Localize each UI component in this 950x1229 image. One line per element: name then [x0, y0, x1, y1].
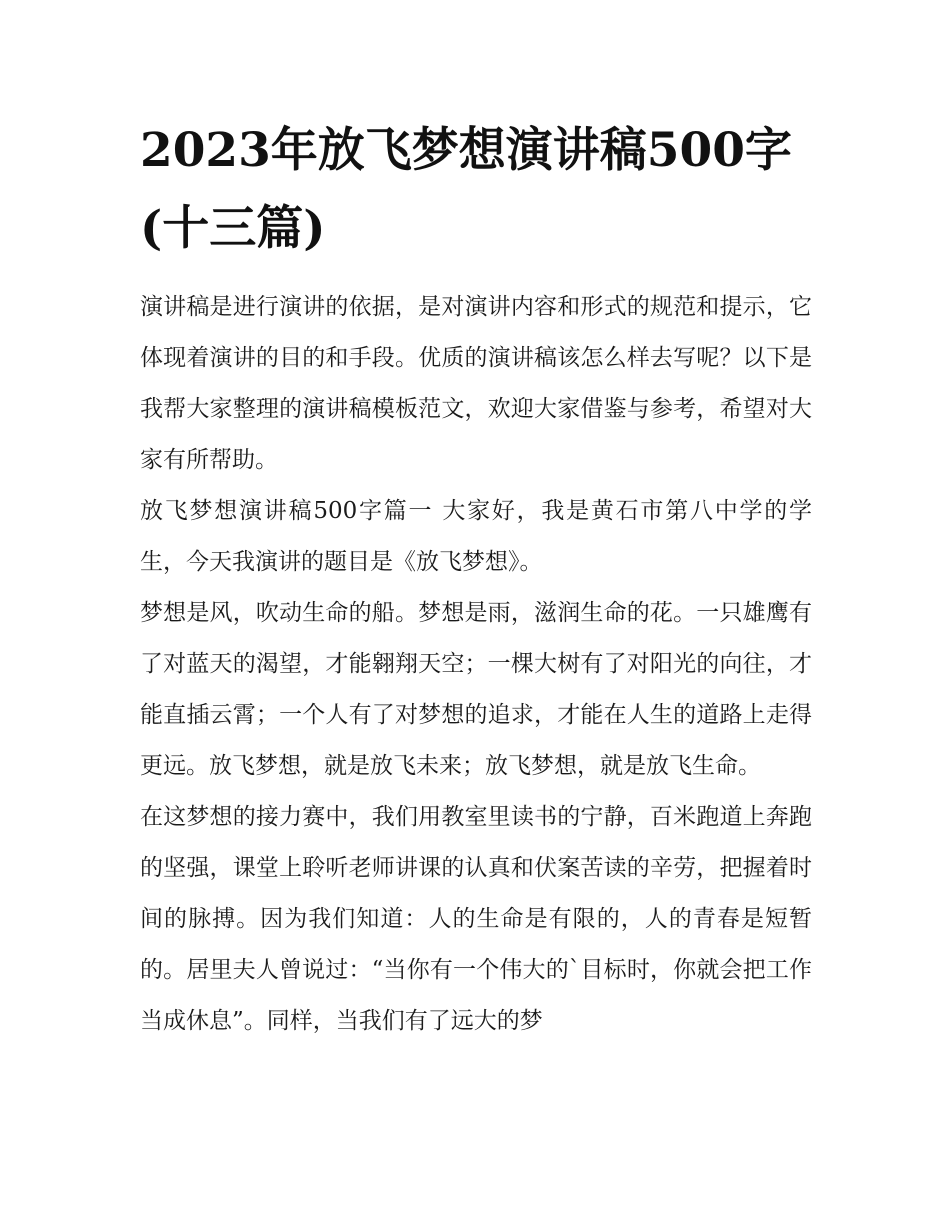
- speech-paragraph-2: 梦想是风，吹动生命的船。梦想是雨，滋润生命的花。一只雄鹰有了对蓝天的渴望，才能翱翔天空；一棵大树有了对阳光的向往，才能直插云霄；一个人有了对梦想的追求，才能在人生的道路上走得更远。放飞梦想，就是放飞未来；放飞梦想，就是放飞生命。: [140, 600, 812, 779]
- document-title: 2023年放飞梦想演讲稿500字(十三篇): [140, 123, 792, 256]
- intro-paragraph: 演讲稿是进行演讲的依据，是对演讲内容和形式的规范和提示，它体现着演讲的目的和手段。优质的演讲稿该怎么样去写呢？以下是我帮大家整理的演讲稿模板范文，欢迎大家借鉴与参考，希望对大家有所帮助。: [140, 294, 812, 473]
- document-content: [140, 112, 812, 1047]
- speech-paragraph-3: 在这梦想的接力赛中，我们用教室里读书的宁静，百米跑道上奔跑的坚强，课堂上聆听老师讲课的认真和伏案苦读的辛劳，把握着时间的脉搏。因为我们知道：人的生命是有限的，人的青春是短暂的。居里夫人曾说过：“当你有一个伟大的`目标时，你就会把工作当成休息”。同样，当我们有了远大的梦: [140, 804, 812, 1034]
- speech-paragraph-1: 放飞梦想演讲稿500字篇一 大家好，我是黄石市第八中学的学生，今天我演讲的题目是《放飞梦想》。: [140, 498, 812, 575]
